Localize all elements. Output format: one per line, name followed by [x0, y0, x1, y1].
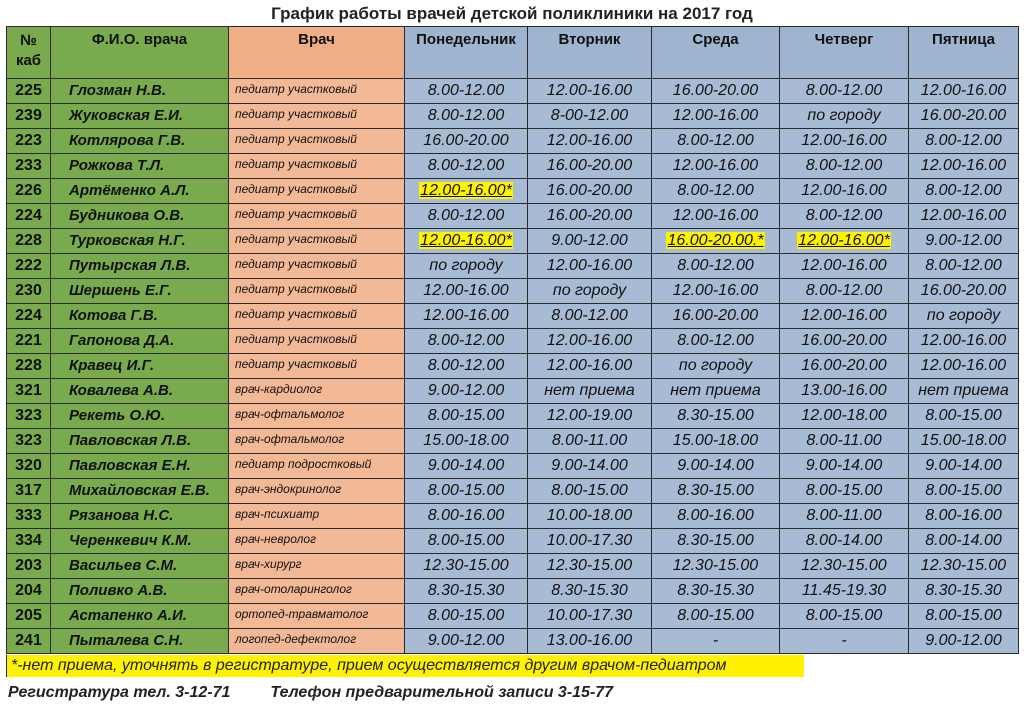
schedule-cell-friday: 8.00-16.00 [909, 504, 1019, 529]
schedule-cell-wednesday: 12.00-16.00 [652, 204, 780, 229]
table-row [7, 554, 1019, 579]
schedule-cell-friday: 9.00-12.00 [909, 629, 1019, 654]
schedule-cell-thursday: 8.00-12.00 [780, 279, 909, 304]
schedule-cell-thursday: 8.00-12.00 [780, 154, 909, 179]
doctor-specialty: педиатр участковый [229, 229, 405, 254]
schedule-cell-monday: 15.00-18.00 [405, 429, 528, 454]
header-thursday: Четверг [780, 27, 909, 79]
schedule-cell-friday: 12.00-16.00 [909, 354, 1019, 379]
schedule-cell-monday [405, 179, 528, 204]
schedule-cell-tuesday: 16.00-20.00 [528, 204, 652, 229]
doctor-name: Михайловская Е.В. [51, 479, 229, 504]
schedule-cell-friday: 8.00-15.00 [909, 604, 1019, 629]
schedule-cell-monday: 12.30-15.00 [405, 554, 528, 579]
room-number: 317 [7, 479, 51, 504]
room-number: 320 [7, 454, 51, 479]
doctor-specialty: педиатр участковый [229, 179, 405, 204]
schedule-cell-thursday: 8.00-12.00 [780, 204, 909, 229]
schedule-cell-thursday: 9.00-14.00 [780, 454, 909, 479]
table-row [7, 579, 1019, 604]
schedule-cell-thursday: 8.00-11.00 [780, 429, 909, 454]
schedule-cell-friday: 8.30-15.30 [909, 579, 1019, 604]
schedule-cell-tuesday: 10.00-17.30 [528, 604, 652, 629]
doctor-name: Путырская Л.В. [51, 254, 229, 279]
schedule-cell-wednesday: 12.00-16.00 [652, 279, 780, 304]
table-row [7, 354, 1019, 379]
doctor-specialty: врач-отоларинголог [229, 579, 405, 604]
schedule-cell-monday: 8.00-16.00 [405, 504, 528, 529]
room-number: 226 [7, 179, 51, 204]
schedule-cell-thursday [780, 229, 909, 254]
schedule-cell-thursday: 16.00-20.00 [780, 329, 909, 354]
schedule-cell-tuesday: 9.00-14.00 [528, 454, 652, 479]
header-room-number-line1: № [20, 32, 37, 49]
room-number: 224 [7, 204, 51, 229]
schedule-cell-wednesday: 8.00-12.00 [652, 179, 780, 204]
schedule-cell-friday: 8.00-12.00 [909, 254, 1019, 279]
schedule-cell-tuesday: 8.00-12.00 [528, 304, 652, 329]
doctor-specialty: врач-хирург [229, 554, 405, 579]
doctor-specialty: врач-офтальмолог [229, 429, 405, 454]
schedule-cell-friday: 12.00-16.00 [909, 329, 1019, 354]
doctor-name: Рязанова Н.С. [51, 504, 229, 529]
schedule-cell-wednesday: 12.00-16.00 [652, 104, 780, 129]
doctor-specialty: педиатр участковый [229, 79, 405, 104]
doctor-name: Гапонова Д.А. [51, 329, 229, 354]
room-number: 323 [7, 404, 51, 429]
schedule-cell-wednesday: по городу [652, 354, 780, 379]
table-row [7, 204, 1019, 229]
table-row [7, 154, 1019, 179]
doctor-specialty: педиатр участковый [229, 279, 405, 304]
table-row [7, 329, 1019, 354]
doctor-name: Жуковская Е.И. [51, 104, 229, 129]
schedule-cell-tuesday: 8-00-12.00 [528, 104, 652, 129]
schedule-cell-wednesday: 12.00-16.00 [652, 154, 780, 179]
schedule-cell-wednesday: 8.30-15.00 [652, 404, 780, 429]
schedule-cell-tuesday: 12.00-16.00 [528, 254, 652, 279]
schedule-cell-friday: 16.00-20.00 [909, 279, 1019, 304]
schedule-cell-thursday: 8.00-12.00 [780, 79, 909, 104]
doctor-name: Рекеть О.Ю. [51, 404, 229, 429]
schedule-cell-wednesday: 15.00-18.00 [652, 429, 780, 454]
schedule-cell-tuesday: 9.00-12.00 [528, 229, 652, 254]
room-number: 239 [7, 104, 51, 129]
schedule-cell-thursday: 12.30-15.00 [780, 554, 909, 579]
schedule-cell-monday: 16.00-20.00 [405, 129, 528, 154]
room-number: 205 [7, 604, 51, 629]
doctor-specialty: врач-невролог [229, 529, 405, 554]
schedule-cell-thursday: 8.00-11.00 [780, 504, 909, 529]
schedule-cell-wednesday: 8.00-16.00 [652, 504, 780, 529]
schedule-cell-tuesday: 12.00-16.00 [528, 354, 652, 379]
doctor-specialty: ортопед-травматолог [229, 604, 405, 629]
schedule-cell-monday: 9.00-12.00 [405, 379, 528, 404]
room-number: 228 [7, 354, 51, 379]
doctor-specialty: педиатр участковый [229, 354, 405, 379]
schedule-cell-thursday: 13.00-16.00 [780, 379, 909, 404]
prebooking-phone: Телефон предварительной записи 3-15-77 [270, 684, 614, 701]
schedule-cell-wednesday: 8.30-15.30 [652, 579, 780, 604]
room-number: 333 [7, 504, 51, 529]
schedule-cell-monday: 12.00-16.00 [405, 304, 528, 329]
table-row [7, 604, 1019, 629]
table-row [7, 254, 1019, 279]
table-row [7, 629, 1019, 654]
schedule-cell-monday: 12.00-16.00 [405, 279, 528, 304]
table-row [7, 104, 1019, 129]
doctor-specialty: педиатр участковый [229, 129, 405, 154]
schedule-cell-wednesday: 8.00-12.00 [652, 129, 780, 154]
schedule-cell-tuesday: 12.00-16.00 [528, 79, 652, 104]
table-row [7, 454, 1019, 479]
doctor-name: Глозман Н.В. [51, 79, 229, 104]
schedule-cell-monday: 8.00-12.00 [405, 329, 528, 354]
schedule-cell-monday: 8.00-12.00 [405, 79, 528, 104]
schedule-cell-tuesday: 13.00-16.00 [528, 629, 652, 654]
doctor-name: Турковская Н.Г. [51, 229, 229, 254]
room-number: 203 [7, 554, 51, 579]
room-number: 241 [7, 629, 51, 654]
schedule-cell-monday: 9.00-12.00 [405, 629, 528, 654]
room-number: 228 [7, 229, 51, 254]
doctor-specialty: логопед-дефектолог [229, 629, 405, 654]
schedule-cell-monday: 8.00-12.00 [405, 204, 528, 229]
schedule-cell-thursday: 12.00-16.00 [780, 254, 909, 279]
footnote: *-нет приема, уточнять в регистратуре, прием осуществляется другим врачом-педиатром [6, 655, 804, 677]
schedule-cell-thursday: 8.00-15.00 [780, 479, 909, 504]
schedule-cell-wednesday: 8.30-15.00 [652, 479, 780, 504]
schedule-cell-monday: 8.30-15.30 [405, 579, 528, 604]
room-number: 221 [7, 329, 51, 354]
schedule-cell-friday: по городу [909, 304, 1019, 329]
header-friday: Пятница [909, 27, 1019, 79]
table-row [7, 504, 1019, 529]
table-row [7, 129, 1019, 154]
table-row [7, 279, 1019, 304]
schedule-cell-friday: 8.00-14.00 [909, 529, 1019, 554]
header-doctor-name: Ф.И.О. врача [51, 27, 229, 79]
header-specialty: Врач [229, 27, 405, 79]
schedule-cell-friday: 8.00-15.00 [909, 404, 1019, 429]
schedule-table [6, 26, 1019, 654]
schedule-cell-monday: 8.00-15.00 [405, 529, 528, 554]
schedule-cell-thursday: 11.45-19.30 [780, 579, 909, 604]
doctor-name: Будникова О.В. [51, 204, 229, 229]
doctor-specialty: педиатр участковый [229, 204, 405, 229]
schedule-cell-monday: 8.00-12.00 [405, 154, 528, 179]
schedule-cell-wednesday: 8.00-12.00 [652, 254, 780, 279]
schedule-cell-friday: 8.00-12.00 [909, 129, 1019, 154]
schedule-cell-thursday: 12.00-16.00 [780, 304, 909, 329]
header-row [7, 27, 1019, 79]
schedule-cell-thursday: 8.00-14.00 [780, 529, 909, 554]
schedule-cell-thursday: 12.00-16.00 [780, 129, 909, 154]
doctor-specialty: врач-кардиолог [229, 379, 405, 404]
schedule-cell-tuesday: 12.00-19.00 [528, 404, 652, 429]
schedule-cell-tuesday: 16.00-20.00 [528, 179, 652, 204]
schedule-cell-thursday: - [780, 629, 909, 654]
schedule-cell-monday: 8.00-15.00 [405, 404, 528, 429]
schedule-cell-wednesday: 8.00-15.00 [652, 604, 780, 629]
schedule-cell-monday [405, 229, 528, 254]
doctor-specialty: педиатр участковый [229, 104, 405, 129]
schedule-cell-wednesday: 8.00-12.00 [652, 329, 780, 354]
schedule-cell-friday: 15.00-18.00 [909, 429, 1019, 454]
doctor-name: Васильев С.М. [51, 554, 229, 579]
schedule-cell-wednesday: 16.00-20.00 [652, 304, 780, 329]
room-number: 224 [7, 304, 51, 329]
schedule-cell-friday: 8.00-12.00 [909, 179, 1019, 204]
doctor-name: Астапенко А.И. [51, 604, 229, 629]
schedule-cell-thursday: 12.00-16.00 [780, 179, 909, 204]
highlighted-hours: 12.00-16.00* [420, 182, 512, 199]
doctor-name: Артёменко А.Л. [51, 179, 229, 204]
schedule-cell-friday: 16.00-20.00 [909, 104, 1019, 129]
schedule-cell-thursday: 12.00-18.00 [780, 404, 909, 429]
schedule-cell-tuesday: 8.00-15.00 [528, 479, 652, 504]
schedule-cell-friday: 12.00-16.00 [909, 204, 1019, 229]
schedule-cell-friday: 12.30-15.00 [909, 554, 1019, 579]
schedule-cell-thursday: 16.00-20.00 [780, 354, 909, 379]
schedule-cell-wednesday [652, 229, 780, 254]
table-row [7, 229, 1019, 254]
schedule-cell-friday: нет приема [909, 379, 1019, 404]
doctor-name: Пыталева С.Н. [51, 629, 229, 654]
schedule-cell-tuesday: 12.00-16.00 [528, 129, 652, 154]
table-row [7, 479, 1019, 504]
table-row [7, 179, 1019, 204]
schedule-cell-tuesday: 12.30-15.00 [528, 554, 652, 579]
highlighted-hours: 12.00-16.00* [420, 232, 512, 249]
schedule-cell-friday: 9.00-14.00 [909, 454, 1019, 479]
table-row [7, 79, 1019, 104]
room-number: 334 [7, 529, 51, 554]
doctor-name: Кравец И.Г. [51, 354, 229, 379]
doctor-specialty: врач-психиатр [229, 504, 405, 529]
schedule-cell-tuesday: 10.00-17.30 [528, 529, 652, 554]
schedule-cell-wednesday: 12.30-15.00 [652, 554, 780, 579]
schedule-cell-wednesday: - [652, 629, 780, 654]
schedule-cell-friday: 12.00-16.00 [909, 79, 1019, 104]
doctor-specialty: педиатр подростковый [229, 454, 405, 479]
doctor-name: Павловская Е.Н. [51, 454, 229, 479]
doctor-specialty: врач-эндокринолог [229, 479, 405, 504]
highlighted-hours: 16.00-20.00.* [667, 232, 764, 249]
doctor-specialty: педиатр участковый [229, 304, 405, 329]
header-tuesday: Вторник [528, 27, 652, 79]
doctor-name: Шершень Е.Г. [51, 279, 229, 304]
header-room-number-line2: каб [15, 52, 42, 69]
schedule-body [7, 79, 1019, 654]
schedule-cell-wednesday: 8.30-15.00 [652, 529, 780, 554]
doctor-name: Поливко А.В. [51, 579, 229, 604]
schedule-cell-friday: 12.00-16.00 [909, 154, 1019, 179]
schedule-cell-friday: 8.00-15.00 [909, 479, 1019, 504]
doctor-specialty: педиатр участковый [229, 254, 405, 279]
table-row [7, 379, 1019, 404]
doctor-name: Ковалева А.В. [51, 379, 229, 404]
table-row [7, 529, 1019, 554]
doctor-name: Рожкова Т.Л. [51, 154, 229, 179]
room-number: 321 [7, 379, 51, 404]
schedule-cell-monday: 8.00-15.00 [405, 604, 528, 629]
room-number: 204 [7, 579, 51, 604]
room-number: 233 [7, 154, 51, 179]
schedule-cell-wednesday: 9.00-14.00 [652, 454, 780, 479]
header-monday: Понедельник [405, 27, 528, 79]
schedule-cell-tuesday: 8.30-15.30 [528, 579, 652, 604]
table-row [7, 429, 1019, 454]
schedule-cell-wednesday: нет приема [652, 379, 780, 404]
schedule-cell-monday: 8.00-12.00 [405, 104, 528, 129]
header-room-number [7, 27, 51, 79]
schedule-cell-monday: 8.00-15.00 [405, 479, 528, 504]
doctor-specialty: педиатр участковый [229, 329, 405, 354]
schedule-cell-tuesday: 8.00-11.00 [528, 429, 652, 454]
schedule-cell-tuesday: 16.00-20.00 [528, 154, 652, 179]
table-row [7, 304, 1019, 329]
doctor-specialty: педиатр участковый [229, 154, 405, 179]
room-number: 222 [7, 254, 51, 279]
doctor-name: Черенкевич К.М. [51, 529, 229, 554]
schedule-cell-monday: 8.00-12.00 [405, 354, 528, 379]
schedule-cell-monday: 9.00-14.00 [405, 454, 528, 479]
header-wednesday: Среда [652, 27, 780, 79]
table-row [7, 404, 1019, 429]
doctor-name: Котлярова Г.В. [51, 129, 229, 154]
doctor-specialty: врач-офтальмолог [229, 404, 405, 429]
doctor-name: Павловская Л.В. [51, 429, 229, 454]
page-title: График работы врачей детской поликлиники на 2017 год [271, 4, 753, 23]
room-number: 225 [7, 79, 51, 104]
footer [8, 682, 613, 704]
schedule-cell-tuesday: нет приема [528, 379, 652, 404]
registry-phone: Регистратура тел. 3-12-71 [8, 684, 231, 701]
schedule-cell-thursday: 8.00-15.00 [780, 604, 909, 629]
schedule-cell-friday: 9.00-12.00 [909, 229, 1019, 254]
room-number: 323 [7, 429, 51, 454]
doctor-name: Котова Г.В. [51, 304, 229, 329]
schedule-cell-tuesday: 12.00-16.00 [528, 329, 652, 354]
schedule-cell-wednesday: 16.00-20.00 [652, 79, 780, 104]
schedule-cell-tuesday: 10.00-18.00 [528, 504, 652, 529]
room-number: 223 [7, 129, 51, 154]
highlighted-hours: 12.00-16.00* [798, 232, 890, 249]
schedule-cell-thursday: по городу [780, 104, 909, 129]
schedule-cell-monday: по городу [405, 254, 528, 279]
room-number: 230 [7, 279, 51, 304]
schedule-cell-tuesday: по городу [528, 279, 652, 304]
